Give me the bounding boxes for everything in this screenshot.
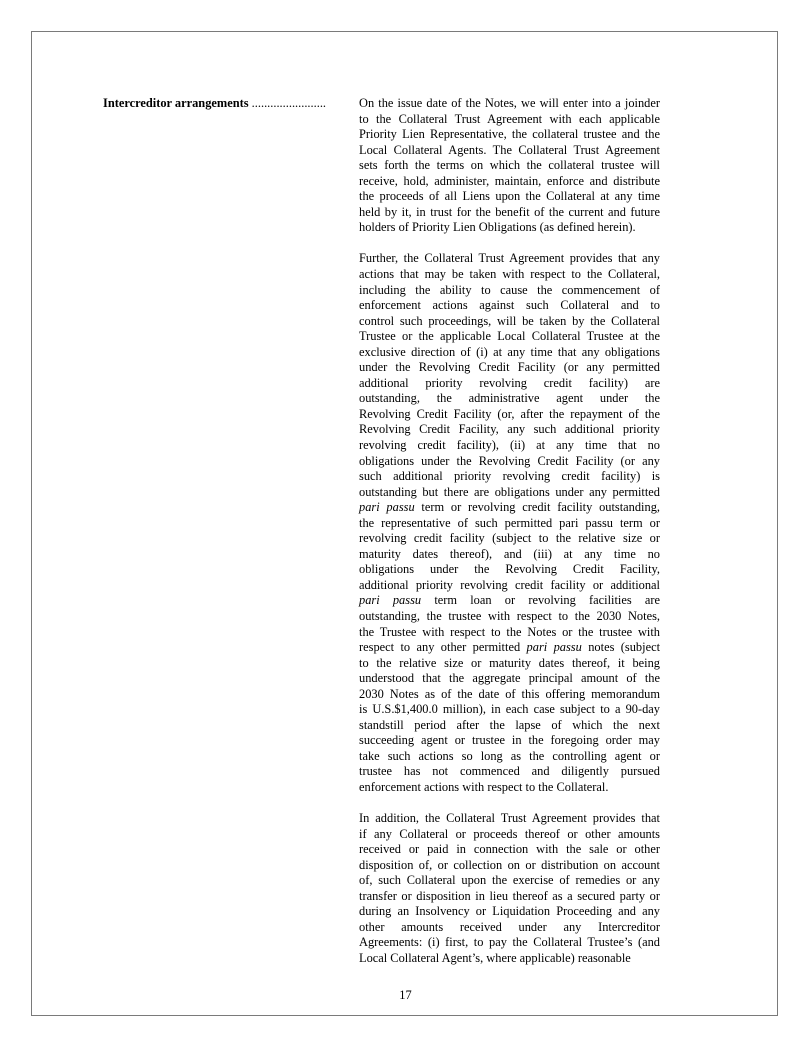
text-line: of, such Collateral upon the exercise of remedies or any [359,873,660,888]
text-line: Revolving Credit Facility (or, after the repayment of the [359,406,660,421]
text-line: Agreements: (i) first, to pay the Collateral Trustee’s (and [359,935,660,950]
text-line: additional priority revolving credit facility or additional [359,577,660,592]
text-line: to the relative size or maturity dates thereof, it being [359,655,660,670]
text-line: understood that the aggregate principal amount of the [359,671,660,686]
text-line: In addition, the Collateral Trust Agreement provides that [359,811,660,826]
text-segment: notes (subject [581,640,661,655]
paragraph-joinder [359,96,660,236]
text-line: the representative of such permitted pari passu term or [359,515,660,530]
text-line: control such proceedings, will be taken by the Collateral [359,313,660,328]
text-line: Revolving Credit Facility, any such additional priority [359,422,660,437]
text-line: other amounts received under any Intercreditor [359,919,660,934]
text-line: succeeding agent or trustee in the foregoing order may [359,733,660,748]
text-line: under the Revolving Credit Facility (or any permitted [359,360,660,375]
text-segment: respect to any other permitted [359,640,527,655]
text-line: revolving credit facility), (ii) at any time that no [359,437,660,452]
text-segment: term loan or revolving facilities are [421,593,661,608]
italic-term: pari passu [359,593,422,608]
text-line: sets forth the terms on which the collateral trustee will [359,158,660,173]
text-line: maturity dates thereof), and (iii) at any time no [359,546,660,561]
text-line: including the ability to cause the commencement of [359,282,660,297]
text-line: receive, hold, administer, maintain, enforce and distribute [359,173,660,188]
paragraph-enforcement-direction [359,251,660,795]
text-line: outstanding but there are obligations under any permitted [359,484,660,499]
text-line: received or paid in connection with the sale or other [359,842,660,857]
text-line: take such actions so long as the controlling agent or [359,748,660,763]
term-description [359,96,660,982]
text-line: Local Collateral Agents. The Collateral Trust Agreement [359,142,660,157]
text-line: obligations under the Revolving Credit Facility, [359,562,660,577]
text-line: Local Collateral Agent’s, where applicable) reasonable [359,950,631,965]
text-line: outstanding, the administrative agent under the [359,391,660,406]
text-line: if any Collateral or proceeds thereof or other amounts [359,826,660,841]
text-line: standstill period after the lapse of which the next [359,717,660,732]
text-line: obligations under the Revolving Credit Facility (or any [359,453,660,468]
text-line: holders of Priority Lien Obligations (as defined herein). [359,220,636,235]
text-line: exclusive direction of (i) at any time that any obligations [359,344,660,359]
text-line: revolving credit facility (subject to the relative size or [359,531,660,546]
text-line: trustee has not commenced and diligently pursued [359,764,660,779]
text-segment: term or revolving credit facility outstanding, [414,500,660,515]
text-line [359,500,660,516]
text-line: the proceeds of all Liens upon the Collateral at any time [359,189,660,204]
dot-leader: ........................ [251,96,327,110]
page-number: 17 [399,988,412,1002]
text-line: held by it, in trust for the benefit of the current and future [359,204,660,219]
text-line: disposition of, or collection on or distribution on account [359,857,660,872]
text-line [359,593,660,609]
term-label [103,96,348,111]
text-line: enforcement actions with respect to the Collateral. [359,780,609,795]
text-line [359,640,660,656]
text-line: On the issue date of the Notes, we will enter into a joinder [359,96,660,110]
text-line: Further, the Collateral Trust Agreement provides that any [359,251,660,266]
text-line: enforcement actions against such Collateral and to [359,298,660,313]
text-line: additional priority revolving credit facility) are [359,375,660,390]
text-line: actions that may be taken with respect to the Collateral, [359,266,660,281]
text-line: Priority Lien Representative, the collateral trustee and the [359,127,660,142]
text-line: Trustee or the applicable Local Collateral Trustee at the [359,329,660,344]
text-line: the Trustee with respect to the Notes or the trustee with [359,624,660,639]
italic-term: pari passu [359,500,415,515]
paragraph-application-of-proceeds [359,811,660,966]
text-line: during an Insolvency or Liquidation Proceeding and any [359,904,660,919]
text-line: such additional priority revolving credit facility) is [359,469,660,484]
text-line: 2030 Notes as of the date of this offering memorandum [359,686,660,701]
text-line: to the Collateral Trust Agreement with each applicable [359,111,660,126]
text-line: transfer or disposition in lieu thereof as a secured party or [359,888,660,903]
term-heading: Intercreditor arrangements [103,96,249,110]
italic-term: pari passu [526,640,582,655]
text-line: is U.S.$1,400.0 million), in each case subject to a 90-day [359,702,660,717]
text-line: outstanding, the trustee with respect to the 2030 Notes, [359,609,660,623]
